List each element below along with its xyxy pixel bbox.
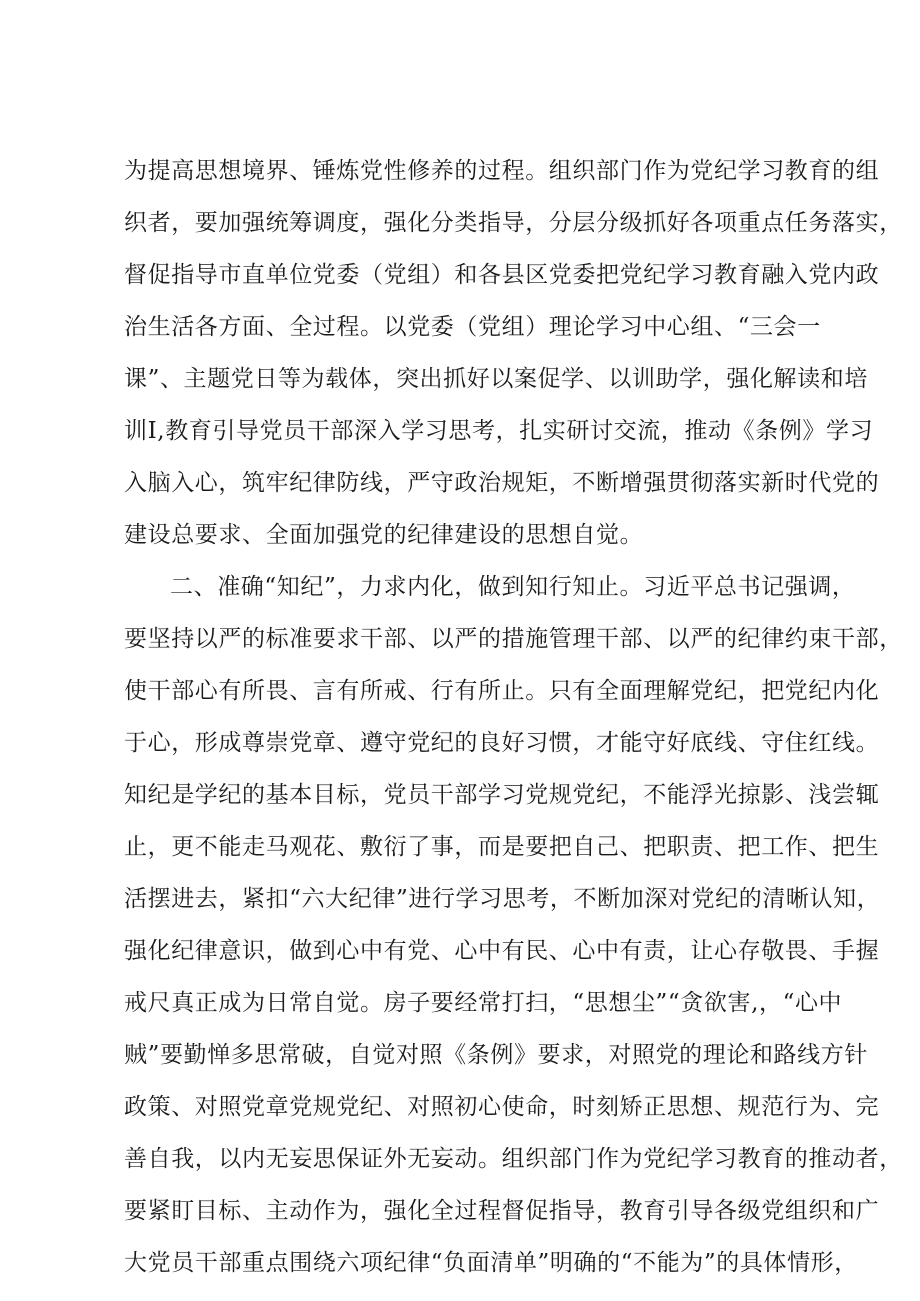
text-line: 强化纪律意识，做到心中有党、心中有民、心中有责，让心存敬畏、手握 — [124, 938, 880, 964]
text-line: 于心，形成尊崇党章、遵守党纪的良好习惯，才能守好底线、守住红线。 — [124, 730, 880, 756]
text-line: 治生活各方面、全过程。以党委（党组）理论学习中心组、“三会一 — [124, 314, 821, 340]
text-line: 戒尺真正成为日常自觉。房子要经常打扫，“思想尘”“贪欲害,，“心中 — [124, 990, 843, 1016]
text-line: 大党员干部重点围绕六项纪律“负面清单”明确的“不能为”的具体情形， — [124, 1250, 858, 1276]
text-line: 织者，要加强统筹调度，强化分类指导，分层分级抓好各项重点任务落实， — [124, 210, 903, 236]
text-line: 活摆进去，紧扣“六大纪律”进行学习思考，不断加深对党纪的清晰认知， — [124, 886, 881, 912]
text-line: 要坚持以严的标准要求干部、以严的措施管理干部、以严的纪律约束干部， — [124, 626, 903, 652]
section-heading-line: 二、准确“知纪”，力求内化，做到知行知止。习近平总书记强调， — [170, 574, 856, 600]
text-line: 督促指导市直单位党委（党组）和各县区党委把党纪学习教育融入党内政 — [124, 262, 880, 288]
text-line: 知纪是学纪的基本目标，党员干部学习党规党纪，不能浮光掠影、浅尝辄 — [124, 782, 880, 808]
text-line: 课”、主题党日等为载体，突出抓好以案促学、以训助学，强化解读和培 — [124, 366, 868, 392]
text-line: 建设总要求、全面加强党的纪律建设的思想自觉。 — [124, 522, 644, 548]
text-line: 要紧盯目标、主动作为，强化全过程督促指导，教育引导各级党组织和广 — [124, 1198, 880, 1224]
text-line: 入脑入心，筑牢纪律防线，严守政治规矩，不断增强贯彻落实新时代党的 — [124, 470, 880, 496]
text-line: 为提高思想境界、锤炼党性修养的过程。组织部门作为党纪学习教育的组 — [124, 158, 880, 184]
text-line: 训I,教育引导党员干部深入学习思考，扎实研讨交流，推动《条例》学习 — [124, 418, 874, 444]
text-line: 政策、对照党章党规党纪、对照初心使命，时刻矫正思想、规范行为、完 — [124, 1094, 880, 1120]
text-line: 善自我，以内无妄思保证外无妄动。组织部门作为党纪学习教育的推动者， — [124, 1146, 903, 1172]
text-line: 贼”要勤惮多思常破，自觉对照《条例》要求，对照党的理论和路线方针 — [124, 1042, 868, 1068]
text-line: 使干部心有所畏、言有所戒、行有所止。只有全面理解党纪，把党纪内化 — [124, 678, 880, 704]
text-line: 止，更不能走马观花、敷衍了事，而是要把自己、把职责、把工作、把生 — [124, 834, 880, 860]
